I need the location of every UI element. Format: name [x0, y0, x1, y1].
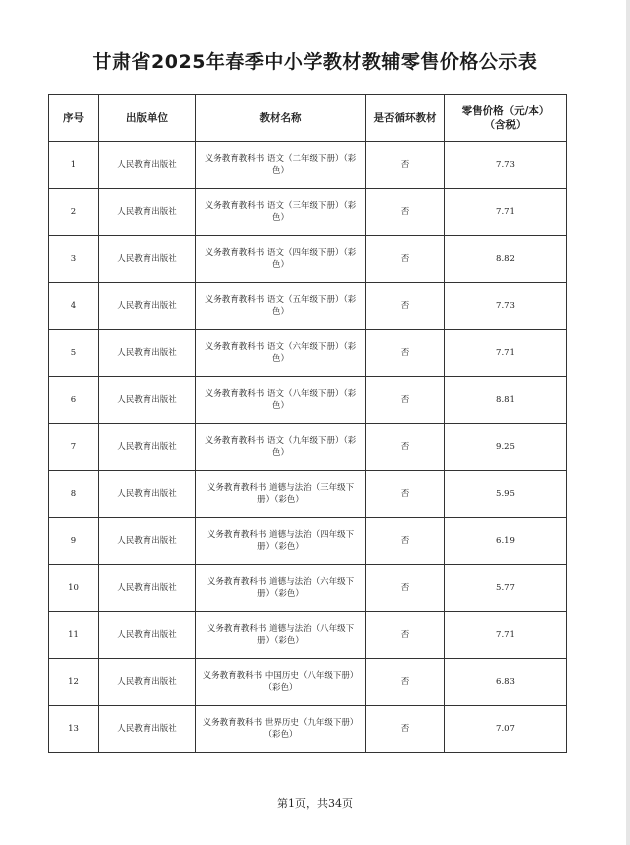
row-price: 7.71	[445, 330, 567, 377]
page-title: 甘肃省2025年春季中小学教材教辅零售价格公示表	[92, 51, 538, 73]
table-row	[49, 142, 567, 189]
row-recycle: 否	[366, 424, 445, 471]
table-row	[49, 189, 567, 236]
row-price: 6.83	[445, 659, 567, 706]
header-no: 序号	[49, 95, 99, 142]
table-row	[49, 236, 567, 283]
table-row	[49, 706, 567, 753]
header-price-line1: 零售价格（元/本）	[461, 105, 550, 117]
row-recycle: 否	[366, 330, 445, 377]
row-price: 7.71	[445, 612, 567, 659]
row-price: 8.81	[445, 377, 567, 424]
table-row	[49, 612, 567, 659]
header-price-line2: （含税）	[484, 119, 527, 131]
row-publisher: 人民教育出版社	[99, 236, 196, 283]
row-no: 1	[49, 142, 99, 189]
row-recycle: 否	[366, 142, 445, 189]
row-price: 6.19	[445, 518, 567, 565]
row-recycle: 否	[366, 377, 445, 424]
table-row	[49, 518, 567, 565]
row-publisher: 人民教育出版社	[99, 283, 196, 330]
row-recycle: 否	[366, 471, 445, 518]
row-no: 3	[49, 236, 99, 283]
row-publisher: 人民教育出版社	[99, 518, 196, 565]
row-name: 义务教育教科书 语文（二年级下册）（彩色）	[196, 142, 366, 189]
row-publisher: 人民教育出版社	[99, 189, 196, 236]
table-row	[49, 330, 567, 377]
row-no: 11	[49, 612, 99, 659]
table-header-row	[49, 95, 567, 142]
row-recycle: 否	[366, 189, 445, 236]
table-row	[49, 471, 567, 518]
row-price: 7.73	[445, 142, 567, 189]
row-name: 义务教育教科书 道德与法治（六年级下册）（彩色）	[196, 565, 366, 612]
row-price: 8.82	[445, 236, 567, 283]
row-no: 7	[49, 424, 99, 471]
row-recycle: 否	[366, 706, 445, 753]
row-no: 10	[49, 565, 99, 612]
row-recycle: 否	[366, 236, 445, 283]
row-name: 义务教育教科书 道德与法治（八年级下册）（彩色）	[196, 612, 366, 659]
row-no: 2	[49, 189, 99, 236]
row-no: 12	[49, 659, 99, 706]
row-recycle: 否	[366, 612, 445, 659]
table-row	[49, 283, 567, 330]
table-row	[49, 424, 567, 471]
header-recycle: 是否循环教材	[366, 95, 445, 142]
row-no: 6	[49, 377, 99, 424]
row-no: 13	[49, 706, 99, 753]
row-publisher: 人民教育出版社	[99, 377, 196, 424]
row-no: 9	[49, 518, 99, 565]
table-row	[49, 565, 567, 612]
row-publisher: 人民教育出版社	[99, 330, 196, 377]
table-row	[49, 659, 567, 706]
header-name: 教材名称	[196, 95, 366, 142]
row-publisher: 人民教育出版社	[99, 612, 196, 659]
row-publisher: 人民教育出版社	[99, 706, 196, 753]
row-publisher: 人民教育出版社	[99, 565, 196, 612]
row-recycle: 否	[366, 565, 445, 612]
row-publisher: 人民教育出版社	[99, 142, 196, 189]
row-name: 义务教育教科书 语文（九年级下册）（彩色）	[196, 424, 366, 471]
row-price: 5.95	[445, 471, 567, 518]
header-publisher: 出版单位	[99, 95, 196, 142]
row-name: 义务教育教科书 中国历史（八年级下册）（彩色）	[196, 659, 366, 706]
row-price: 7.07	[445, 706, 567, 753]
row-recycle: 否	[366, 283, 445, 330]
row-price: 7.71	[445, 189, 567, 236]
page-edge	[626, 0, 630, 845]
row-name: 义务教育教科书 语文（六年级下册）（彩色）	[196, 330, 366, 377]
row-name: 义务教育教科书 语文（三年级下册）（彩色）	[196, 189, 366, 236]
row-name: 义务教育教科书 语文（四年级下册）（彩色）	[196, 236, 366, 283]
row-no: 5	[49, 330, 99, 377]
row-recycle: 否	[366, 518, 445, 565]
row-no: 8	[49, 471, 99, 518]
row-no: 4	[49, 283, 99, 330]
row-name: 义务教育教科书 语文（五年级下册）（彩色）	[196, 283, 366, 330]
price-table	[48, 94, 567, 753]
row-price: 7.73	[445, 283, 567, 330]
row-publisher: 人民教育出版社	[99, 424, 196, 471]
row-publisher: 人民教育出版社	[99, 659, 196, 706]
row-price: 5.77	[445, 565, 567, 612]
table-row	[49, 377, 567, 424]
header-price	[445, 95, 567, 142]
row-name: 义务教育教科书 世界历史（九年级下册）（彩色）	[196, 706, 366, 753]
row-name: 义务教育教科书 语文（八年级下册）（彩色）	[196, 377, 366, 424]
row-price: 9.25	[445, 424, 567, 471]
row-name: 义务教育教科书 道德与法治（四年级下册）（彩色）	[196, 518, 366, 565]
row-recycle: 否	[366, 659, 445, 706]
row-name: 义务教育教科书 道德与法治（三年级下册）（彩色）	[196, 471, 366, 518]
page-footer: 第1页，共34页	[277, 797, 353, 810]
row-publisher: 人民教育出版社	[99, 471, 196, 518]
